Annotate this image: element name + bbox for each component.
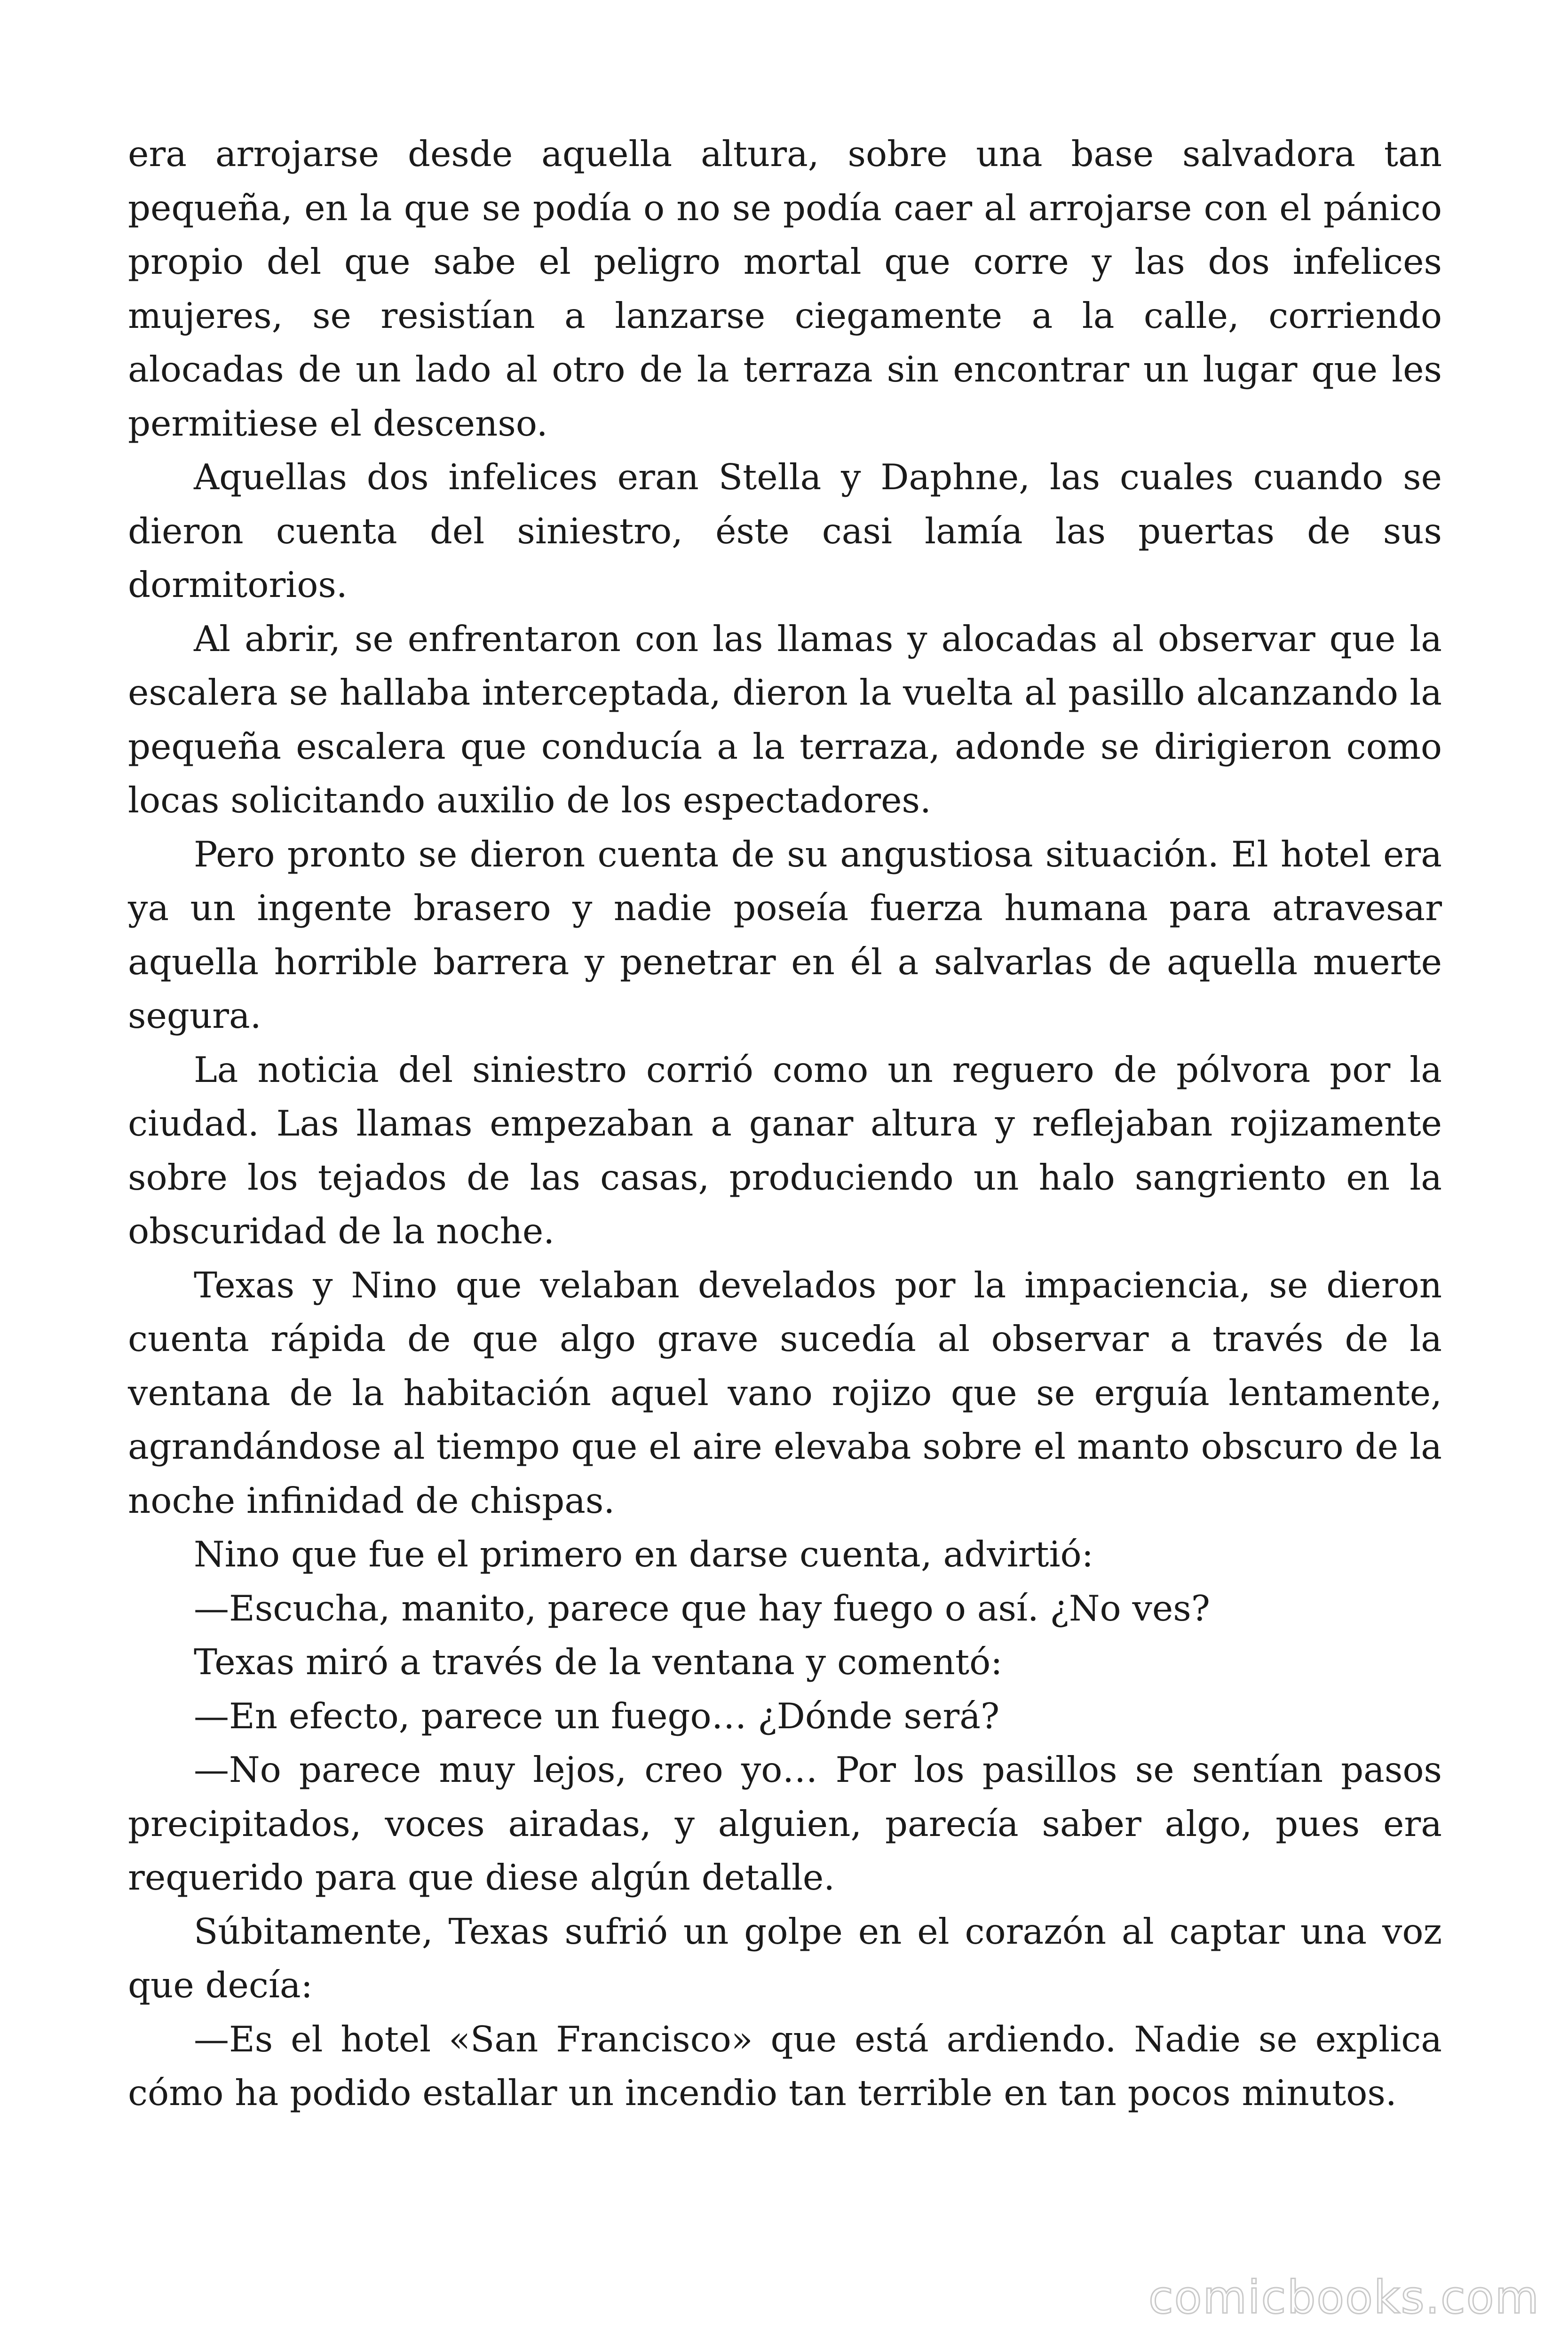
dialogue-line: —No parece muy lejos, creo yo… Por los pasillos se sentían pasos precipitados, voces airadas, y alguien, parecía saber algo, pues era requerido para que diese algún detalle. <box>128 1749 1442 1898</box>
page-body-text <box>128 127 1442 2120</box>
paragraph: Nino que fue el primero en darse cuenta, advirtió: <box>194 1534 1093 1575</box>
dialogue-line: —Escucha, manito, parece que hay fuego o así. ¿No ves? <box>194 1587 1210 1629</box>
paragraph: Texas miró a través de la ventana y comentó: <box>194 1641 1003 1683</box>
paragraph: Texas y Nino que velaban develados por la impaciencia, se dieron cuenta rápida de que algo grave sucedía al observar a través de la ventana de la habitación aquel vano rojizo que se erguía lentamente, agrandándose al tiempo que el aire elevaba sobre el manto obscuro de la noche infinidad de chispas. <box>128 1264 1442 1521</box>
paragraph: Súbitamente, Texas sufrió un golpe en el corazón al captar una voz que decía: <box>128 1910 1442 2006</box>
dialogue-line: —Es el hotel «San Francisco» que está ardiendo. Nadie se explica cómo ha podido estallar un incendio tan terrible en tan pocos minutos. <box>128 2018 1442 2114</box>
dialogue-line: —En efecto, parece un fuego… ¿Dónde será? <box>194 1695 1000 1737</box>
paragraph: Al abrir, se enfrentaron con las llamas y alocadas al observar que la escalera se hallaba interceptada, dieron la vuelta al pasillo alcanzando la pequeña escalera que conducía a la terraza, adonde se dirigieron como locas solicitando auxilio de los espectadores. <box>128 618 1442 821</box>
paragraph: La noticia del siniestro corrió como un reguero de pólvora por la ciudad. Las llamas empezaban a ganar altura y reflejaban rojizamente sobre los tejados de las casas, produciendo un halo sangriento en la obscuridad de la noche. <box>128 1049 1442 1252</box>
paragraph: era arrojarse desde aquella altura, sobre una base salvadora tan pequeña, en la que se podía o no se podía caer al arrojarse con el pánico propio del que sabe el peligro mortal que corre y las dos infelices mujeres, se resistían a lanzarse ciegamente a la calle, corriendo alocadas de un lado al otro de la terraza sin encontrar un lugar que les permitiese el descenso. <box>128 133 1442 444</box>
paragraph: Aquellas dos infelices eran Stella y Daphne, las cuales cuando se dieron cuenta del siniestro, éste casi lamía las puertas de sus dormitorios. <box>128 456 1442 605</box>
paragraph: Pero pronto se dieron cuenta de su angustiosa situación. El hotel era ya un ingente brasero y nadie poseía fuerza humana para atravesar aquella horrible barrera y penetrar en él a salvarlas de aquella muerte segura. <box>128 833 1442 1036</box>
watermark: comicbooks.com <box>1148 2271 1540 2324</box>
